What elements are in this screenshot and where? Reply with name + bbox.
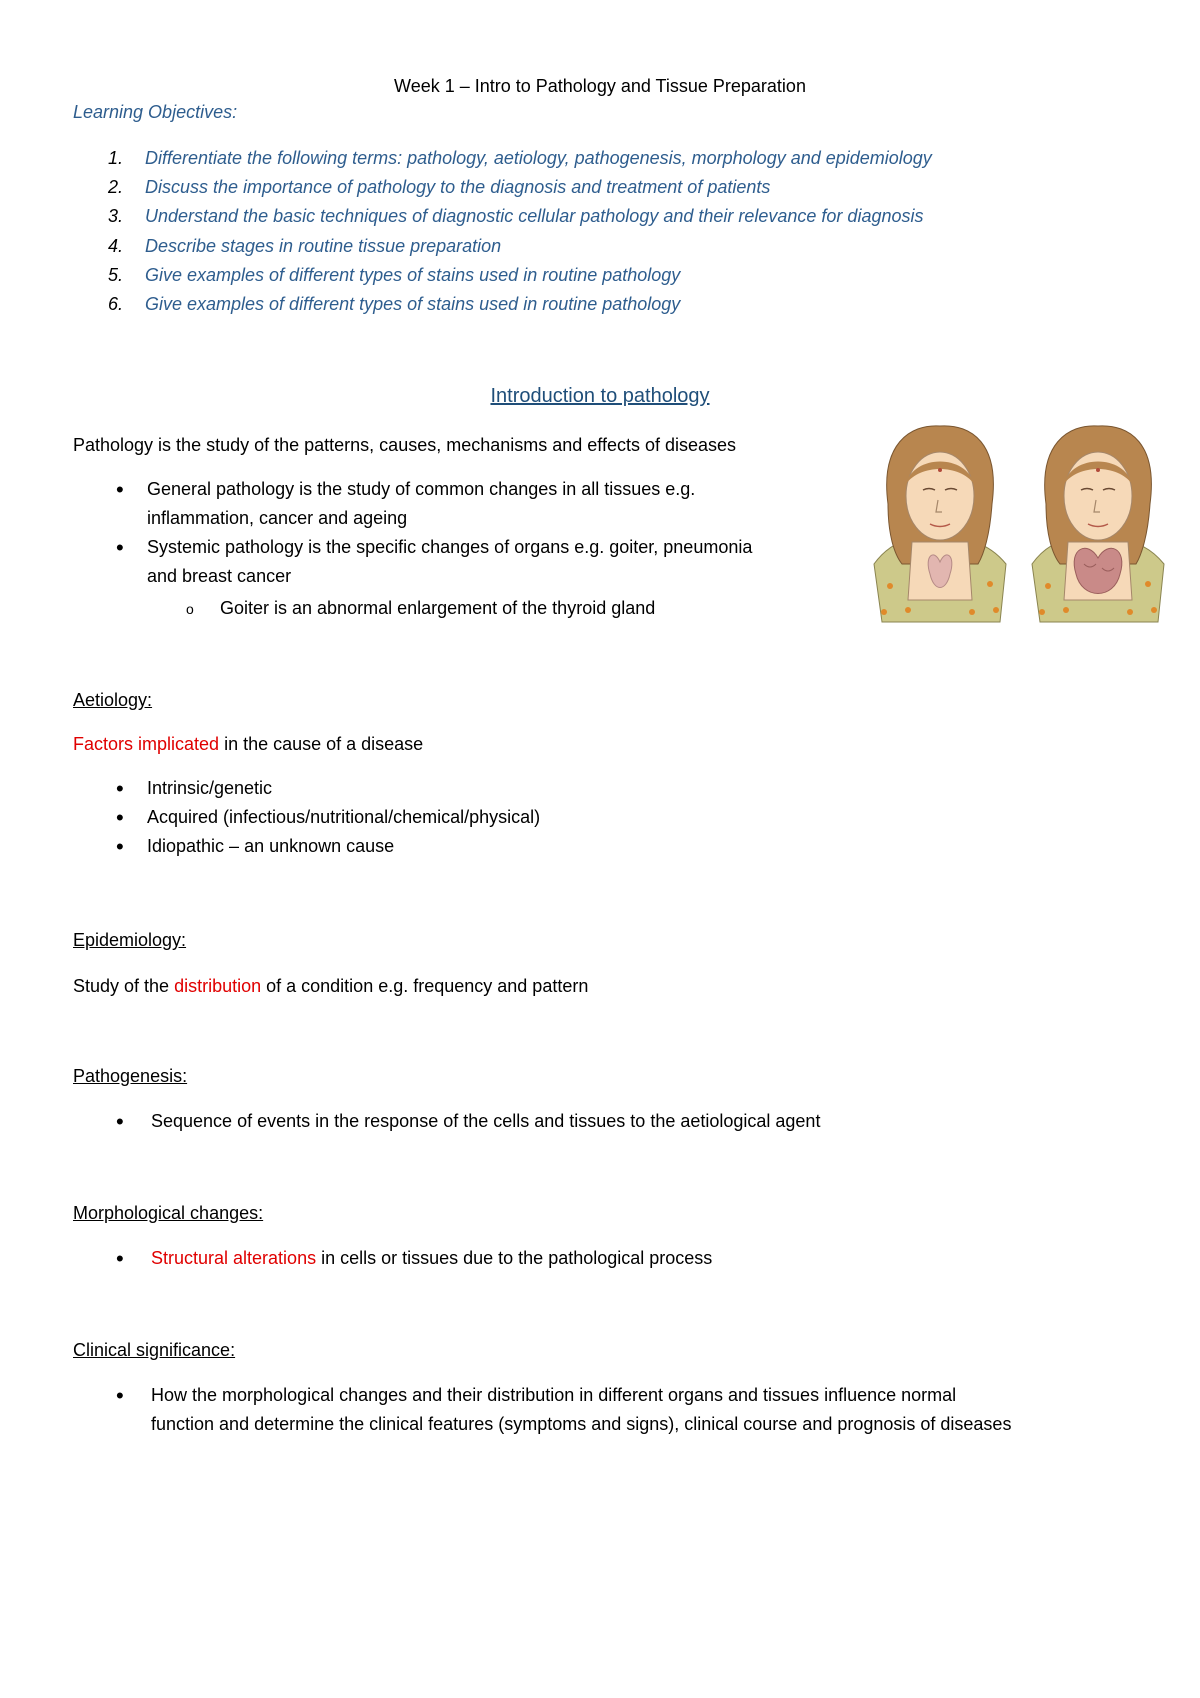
objective-number: 3.	[108, 206, 124, 227]
bullet-line: Systemic pathology is the specific changes of organs e.g. goiter, pneumonia	[147, 537, 753, 557]
epidemiology-after: of a condition e.g. frequency and pattern	[261, 976, 589, 996]
objective-text: Differentiate the following terms: pathology, aetiology, pathogenesis, morphology and epidemiology	[145, 148, 932, 168]
pathogenesis-heading: Pathogenesis:	[73, 1066, 188, 1086]
intro-bullet-list	[110, 475, 830, 591]
objective-number: 5.	[108, 264, 124, 285]
objective-text: Understand the basic techniques of diagnostic cellular pathology and their relevance for diagnosis	[145, 206, 924, 227]
list-item: • Intrinsic/genetic	[110, 774, 540, 803]
learning-objectives-heading: Learning Objectives:	[73, 102, 238, 122]
objective-item	[108, 144, 932, 173]
list-item	[110, 533, 830, 591]
list-item: • Sequence of events in the response of the cells and tissues to the aetiological agent	[110, 1107, 820, 1136]
bullet-line: inflammation, cancer and ageing	[147, 508, 408, 528]
morphological-rest: in cells or tissues due to the pathological process	[316, 1248, 713, 1268]
objective-text: Describe stages in routine tissue preparation	[145, 235, 502, 256]
aetiology-rest: in the cause of a disease	[219, 734, 424, 754]
objective-item	[108, 261, 932, 290]
epidemiology-definition	[73, 972, 588, 1001]
aetiology-highlight: Factors implicated	[73, 734, 220, 754]
list-item	[110, 475, 830, 533]
objective-number: 4.	[108, 235, 124, 256]
clinical-bullet-list	[110, 1381, 1170, 1439]
objective-item	[108, 202, 932, 231]
list-item	[110, 1244, 712, 1273]
circle-bullet-marker: o	[186, 601, 194, 617]
objective-item	[108, 173, 932, 202]
pathology-definition: Pathology is the study of the patterns, causes, mechanisms and effects of diseases	[73, 435, 737, 455]
normal-thyroid-figure	[874, 426, 1006, 622]
goiter-figure	[1032, 426, 1164, 622]
list-item: • Acquired (infectious/nutritional/chemical/physical)	[110, 803, 540, 832]
epidemiology-heading: Epidemiology:	[73, 930, 187, 950]
list-item: • Idiopathic – an unknown cause	[110, 832, 540, 861]
morphological-highlight: Structural alterations	[151, 1248, 317, 1268]
section-title-intro: Introduction to pathology	[490, 385, 710, 407]
objective-text: Give examples of different types of stains used in routine pathology	[145, 293, 681, 314]
aetiology-definition	[73, 730, 423, 759]
bullet-line: How the morphological changes and their distribution in different organs and tissues influence normal	[151, 1385, 957, 1405]
morphological-bullet-list	[110, 1244, 712, 1273]
clinical-heading: Clinical significance:	[73, 1340, 236, 1360]
goiter-comparison-illustration	[860, 424, 1178, 624]
aetiology-heading: Aetiology:	[73, 690, 153, 710]
learning-objectives-list	[108, 144, 932, 319]
aetiology-bullet-list	[110, 774, 540, 861]
epidemiology-before: Study of the	[73, 976, 175, 996]
pathogenesis-bullet-list	[110, 1107, 820, 1136]
objective-item	[108, 232, 932, 261]
sub-bullet-item	[186, 594, 655, 624]
objective-number: 2.	[108, 177, 124, 198]
bullet-line: and breast cancer	[147, 566, 292, 586]
list-item	[110, 1381, 1170, 1439]
objective-number: 1.	[108, 148, 124, 168]
objective-text: Discuss the importance of pathology to the diagnosis and treatment of patients	[145, 177, 771, 198]
sub-bullet-text: Goiter is an abnormal enlargement of the thyroid gland	[220, 598, 656, 618]
epidemiology-highlight: distribution	[174, 976, 262, 996]
bullet-line: General pathology is the study of common changes in all tissues e.g.	[147, 479, 696, 499]
objective-item	[108, 290, 932, 319]
morphological-heading: Morphological changes:	[73, 1203, 264, 1223]
document-title: Week 1 – Intro to Pathology and Tissue Preparation	[394, 76, 806, 96]
objective-number: 6.	[108, 293, 124, 314]
bullet-line: function and determine the clinical features (symptoms and signs), clinical course and prognosis of diseases	[151, 1414, 1012, 1434]
objective-text: Give examples of different types of stains used in routine pathology	[145, 264, 681, 285]
